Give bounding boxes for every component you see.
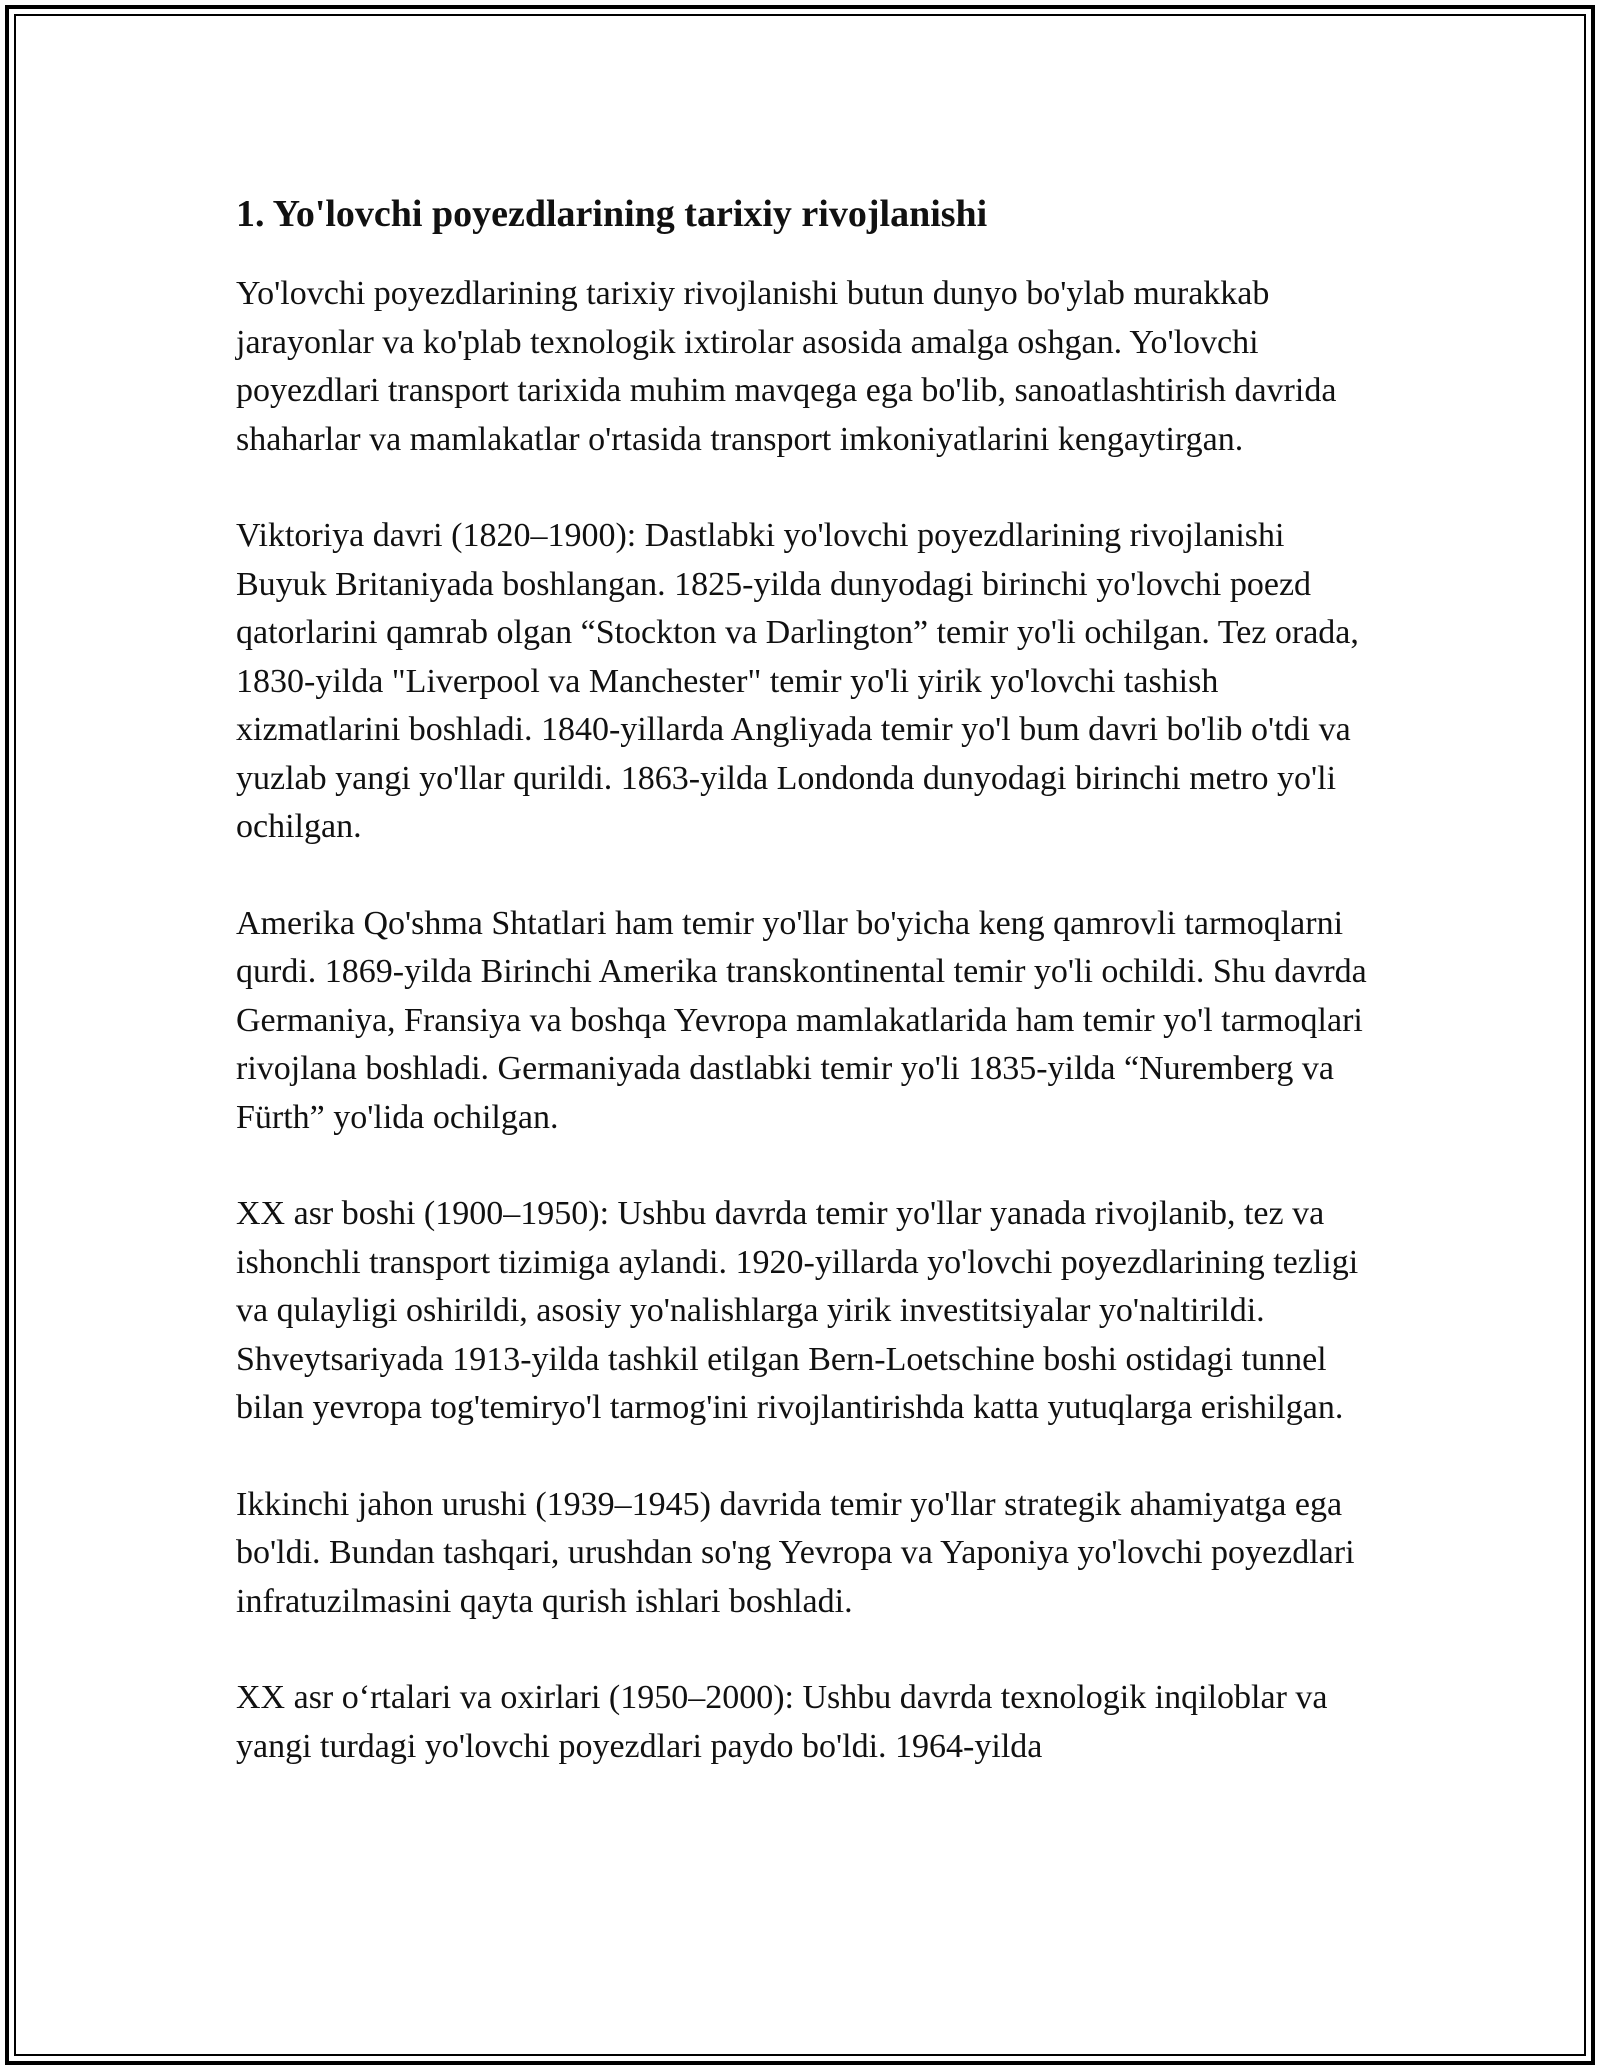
paragraph-world-war-two: Ikkinchi jahon urushi (1939–1945) davrida temir yo'llar strategik ahamiyatga ega bo'ldi. Bundan tashqari, urushdan so'ng Yevropa va Yaponiya yo'lovchi poyezdlari infratuzilmasini qayta qurish ishlari boshladi. bbox=[236, 1485, 1355, 1620]
paragraph-early-20th-century: XX asr boshi (1900–1950): Ushbu davrda temir yo'llar yanada rivojlanib, tez va ishonchli transport tizimiga aylandi. 1920-yillarda yo'lovchi poyezdlarining tezligi va qulayligi oshirildi, asosiy yo'nalishlarga yirik investitsiyalar yo'naltirildi. Shveytsariyada 1913-yilda tashkil etilgan Bern-Loetschine boshi ostidagi tunnel bilan yevropa tog'temiryo'l tarmog'ini rivojlantirishda katta yutuqlarga erishilgan. bbox=[236, 1195, 1359, 1426]
paragraph-usa-europe: Amerika Qo'shma Shtatlari ham temir yo'llar bo'yicha keng qamrovli tarmoqlarni qurdi. 1869-yilda Birinchi Amerika transkontinental temir yo'li ochildi. Shu davrda Germaniya, Fransiya va boshqa Yevropa mamlakatlarida ham temir yo'l tarmoqlari rivojlana boshladi. Germaniyada dastlabki temir yo'li 1835-yilda “Nuremberg va Fürth” yo'lida ochilgan. bbox=[236, 904, 1367, 1136]
paragraph-late-20th-century: XX asr o‘rtalari va oxirlari (1950–2000): Ushbu davrda texnologik inqiloblar va yangi turdagi yo'lovchi poyezdlari paydo bo'ldi. 1964-yilda bbox=[236, 1679, 1328, 1765]
document-body bbox=[236, 188, 1376, 1819]
section-heading: 1. Yo'lovchi poyezdlarining tarixiy rivojlanishi bbox=[236, 193, 988, 235]
paragraph-victorian-era: Viktoriya davri (1820–1900): Dastlabki yo'lovchi poyezdlarining rivojlanishi Buyuk Britaniyada boshlangan. 1825-yilda dunyodagi birinchi yo'lovchi poezd qatorlarini qamrab olgan “Stockton va Darlington” temir yo'li ochilgan. Tez orada, 1830-yilda "Liverpool va Manchester" temir yo'li yirik yo'lovchi tashish xizmatlarini boshladi. 1840-yillarda Angliyada temir yo'l bum davri bo'lib o'tdi va yuzlab yangi yo'llar qurildi. 1863-yilda Londonda dunyodagi birinchi metro yo'li ochilgan. bbox=[236, 517, 1359, 845]
paragraph-intro: Yo'lovchi poyezdlarining tarixiy rivojlanishi butun dunyo bo'ylab murakkab jarayonlar va ko'plab texnologik ixtirolar asosida amalga oshgan. Yo'lovchi poyezdlari transport tarixida muhim mavqega ega bo'lib, sanoatlashtirish davrida shaharlar va mamlakatlar o'rtasida transport imkoniyatlarini kengaytirgan. bbox=[236, 275, 1337, 458]
